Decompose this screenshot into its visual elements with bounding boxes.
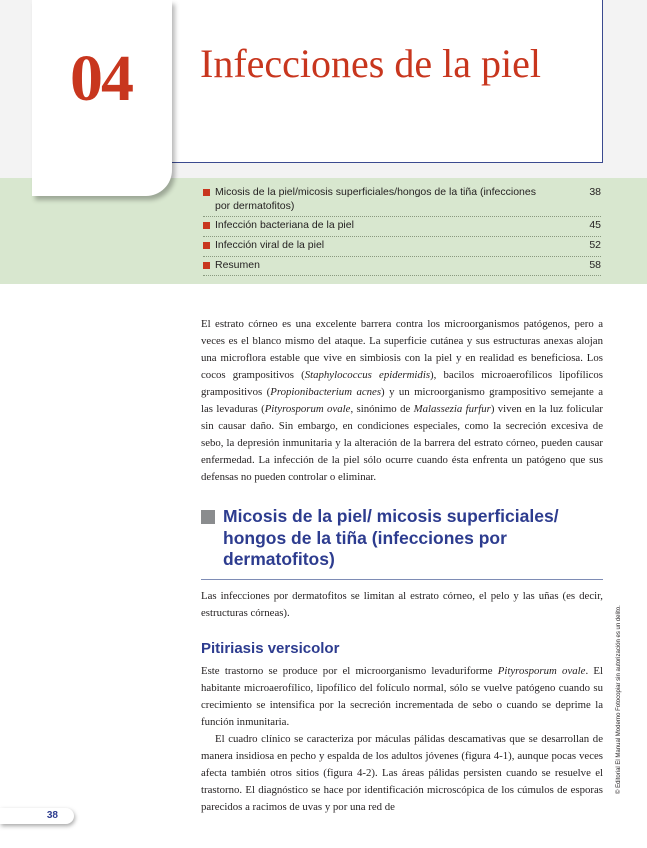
sub-italic: Pityrosporum ovale xyxy=(497,664,586,677)
subsection-paragraph xyxy=(201,663,603,731)
toc-item[interactable] xyxy=(203,184,601,217)
intro-text: ), bacilos microaerofílicos lipofílicos grampositivos ( xyxy=(201,369,603,399)
intro-italic: Pityrosporum ovale xyxy=(264,403,351,416)
toc-item-page: 38 xyxy=(589,186,601,198)
copyright-notice: © Editorial El Manual Moderno Fotocopiar sin autorización es un delito. xyxy=(616,605,622,794)
table-of-contents xyxy=(203,184,601,276)
intro-text: ) viven en la luz folicular sin causar daño. Sin embargo, en condiciones especiales, como la secreción excesiva de sebo, la depresión inmunitaria y la alteración de la barrera del estrato córneo, pueden causar enfermedad. La infección de la piel sólo ocurre cuando ésta enfrenta un patógeno que sus defensas no pueden controlar o eliminar. xyxy=(201,403,603,484)
toc-item[interactable] xyxy=(203,237,601,257)
toc-item[interactable] xyxy=(203,257,601,277)
intro-italic: Malassezia furfur xyxy=(413,403,491,416)
section-heading-text: Micosis de la piel/ micosis superficiales/ hongos de la tiña (infecciones por dermatofitos) xyxy=(223,506,559,570)
intro-text: , sinónimo de xyxy=(350,403,414,416)
toc-item[interactable] xyxy=(203,217,601,237)
toc-item-label: Micosis de la piel/micosis superficiales/hongos de la tiña (infecciones por dermatofitos) xyxy=(215,186,536,212)
subsection-heading: Pitiriasis versicolor xyxy=(201,639,340,657)
section-paragraph: Las infecciones por dermatofitos se limitan al estrato córneo, el pelo y las uñas (es decir, estructuras córneas). xyxy=(201,589,603,619)
toc-item-label: Infección viral de la piel xyxy=(215,238,325,251)
toc-bullet-icon xyxy=(203,242,210,249)
sub-text: Este trastorno se produce por el microorganismo levaduriforme xyxy=(201,664,498,677)
section-square-icon xyxy=(201,510,215,524)
toc-bullet-icon xyxy=(203,222,210,229)
intro-italic: Staphylococcus epidermidis xyxy=(304,369,431,382)
section-heading xyxy=(201,506,603,570)
toc-bullet-icon xyxy=(203,262,210,269)
intro-paragraph xyxy=(201,316,603,486)
intro-italic: Propionibacterium acnes xyxy=(270,386,382,399)
subsection-paragraph: El cuadro clínico se caracteriza por máculas pálidas descamativas que se desarrollan de manera insidiosa en pecho y espalda de los adultos jóvenes (figura 4-1), aunque pocas veces afecta también otros sitios (figura 4-2). Las áreas pálidas persisten cuando se resuelve el trastorno. El diagnóstico se hace por identificación microscópica de los cúmulos de esporas parecidos a racimos de uvas y por una red de xyxy=(201,732,603,813)
toc-item-page: 52 xyxy=(589,238,601,251)
intro-text: El estrato córneo es una excelente barrera contra los microorganismos patógenos, pero a veces es el blanco mismo del ataque. La superficie cutánea y sus estructuras anexas alojan una microflora estable que vive en simbiosis con la piel y en realidad es beneficiosa. Los cocos grampositivos ( xyxy=(201,318,603,382)
section-divider xyxy=(201,579,603,580)
sub-text: . El habitante microaerofílico, lipofílico del folículo normal, sólo se vuelve patógeno cuando su crecimiento se intensifica por la secreción incrementada de sebo o cuando se deprime la función inmunitaria. xyxy=(201,664,603,728)
toc-item-label: Infección bacteriana de la piel xyxy=(215,219,354,232)
body-content xyxy=(201,316,603,816)
toc-item-label: Resumen xyxy=(215,258,260,271)
toc-item-page: 58 xyxy=(589,258,601,271)
chapter-number: 04 xyxy=(70,42,132,115)
chapter-title: Infecciones de la piel xyxy=(200,41,541,86)
toc-item-page: 45 xyxy=(589,219,601,232)
toc-bullet-icon xyxy=(203,189,210,196)
intro-text: ) y un microorganismo grampositivo semejante a las levaduras ( xyxy=(201,386,603,416)
page-number: 38 xyxy=(0,808,74,824)
